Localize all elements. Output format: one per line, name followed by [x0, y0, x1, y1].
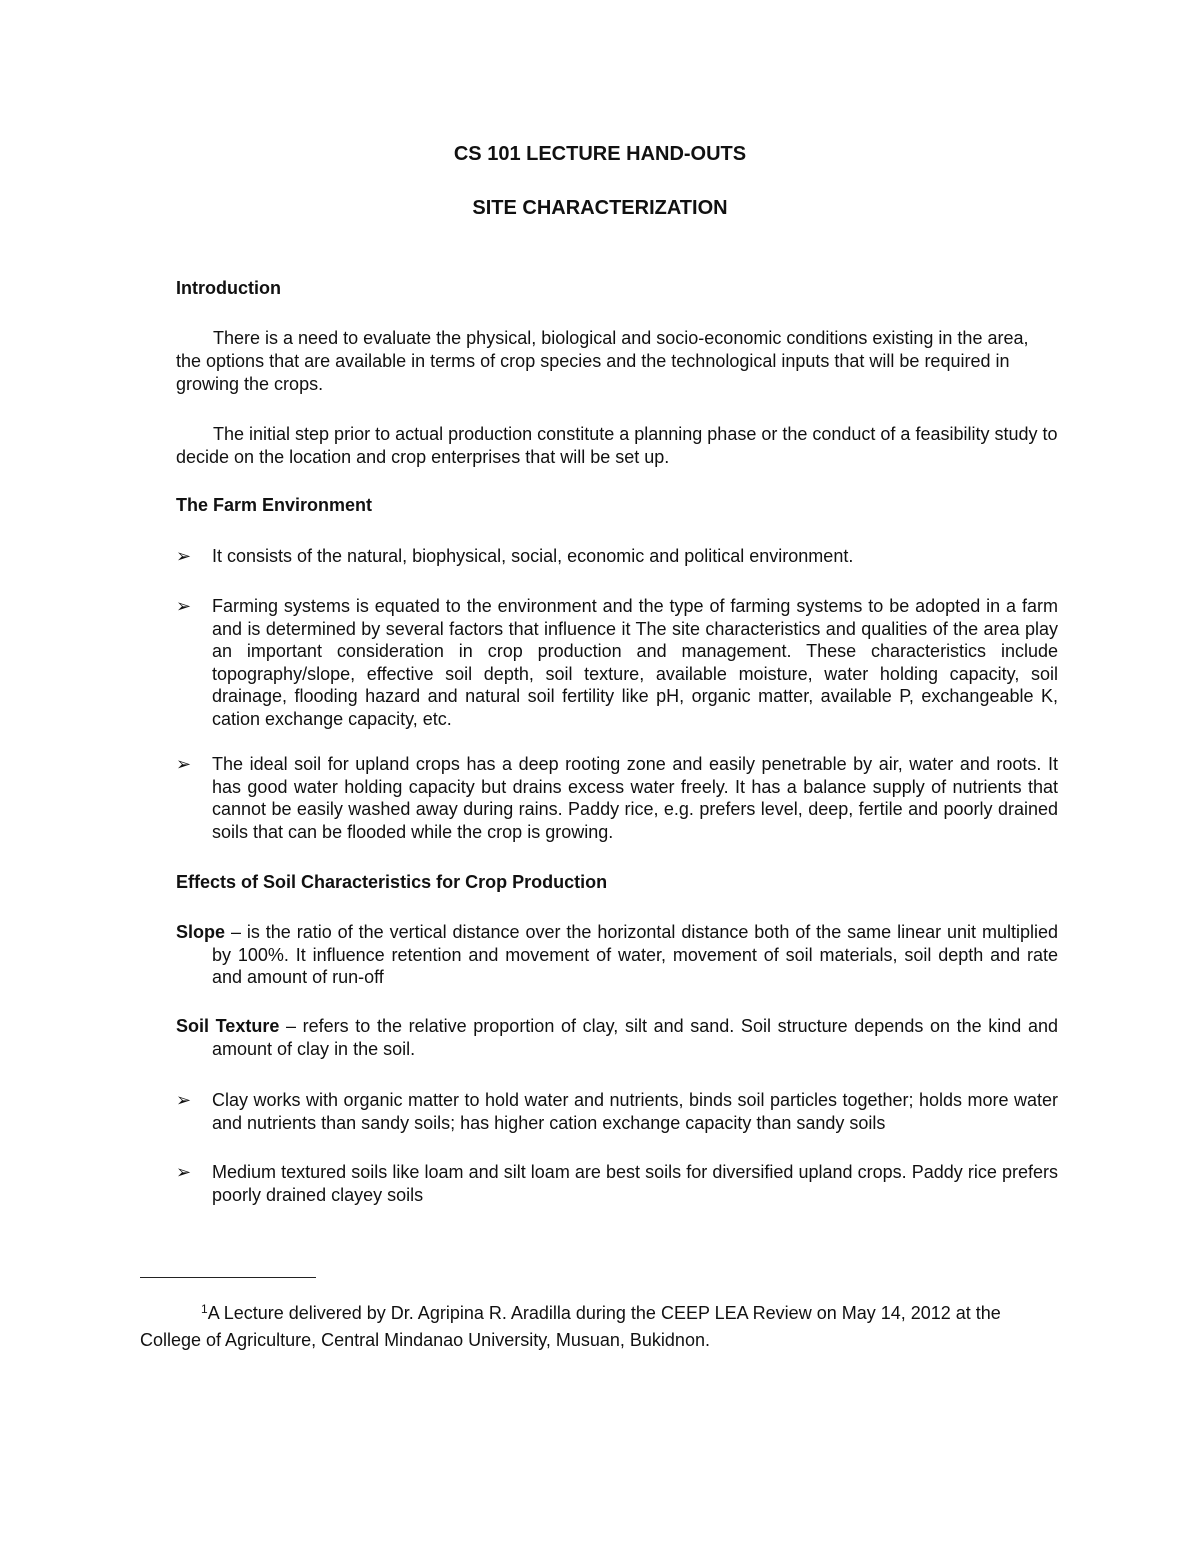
- slope-definition: [176, 921, 1058, 989]
- bullet-text: The ideal soil for upland crops has a deep rooting zone and easily penetrable by air, water and roots. It has good water holding capacity but drains excess water freely. It has a balance supply of nutrients that cannot be easily washed away during rains. Paddy rice, e.g. prefers level, deep, fertile and poorly drained soils that can be flooded while the crop is growing.: [212, 754, 1058, 842]
- farm-bullet-3: [176, 753, 1058, 843]
- introduction-heading: Introduction: [176, 278, 281, 298]
- bullet-text: It consists of the natural, biophysical, social, economic and political environment.: [212, 546, 854, 566]
- document-subtitle: SITE CHARACTERIZATION: [472, 197, 728, 219]
- bullet-text: Clay works with organic matter to hold water and nutrients, binds soil particles together; holds more water and nutrients than sandy soils; has higher cation exchange capacity than sandy soils: [212, 1090, 1058, 1133]
- soil-bullet-1: [176, 1089, 1058, 1134]
- slope-term: Slope: [176, 922, 226, 942]
- arrow-bullet-icon: ➢: [176, 546, 192, 566]
- intro-paragraph-2: The initial step prior to actual production constitute a planning phase or the conduct of a feasibility study to decide on the location and crop enterprises that will be set up.: [176, 424, 1058, 467]
- footnote: [140, 1300, 1060, 1354]
- intro-paragraph-1: There is a need to evaluate the physical, biological and socio-economic conditions existing in the area, the options that are available in terms of crop species and the technological inputs that will be required in growing the crops.: [176, 328, 1029, 394]
- soil-texture-definition: [176, 1015, 1058, 1060]
- footnote-marker: 1: [201, 1302, 208, 1316]
- farm-bullet-2: [176, 595, 1058, 730]
- arrow-bullet-icon: ➢: [176, 1090, 192, 1110]
- footnote-text: A Lecture delivered by Dr. Agripina R. Aradilla during the CEEP LEA Review on May 14, 2012 at the College of Agriculture, Central Mindanao University, Musuan, Bukidnon.: [140, 1303, 1001, 1350]
- bullet-text: Medium textured soils like loam and silt loam are best soils for diversified upland crops. Paddy rice prefers poorly drained clayey soils: [212, 1162, 1058, 1205]
- soil-texture-term: Soil Texture: [176, 1016, 280, 1036]
- arrow-bullet-icon: ➢: [176, 596, 192, 616]
- arrow-bullet-icon: ➢: [176, 754, 192, 774]
- footnote-separator: [140, 1277, 316, 1278]
- bullet-text: Farming systems is equated to the environment and the type of farming systems to be adopted in a farm and is determined by several factors that influence it The site characteristics and qualities of the area play an important consideration in crop production and management. These characteristics include topography/slope, effective soil depth, soil texture, available moisture, water holding capacity, soil drainage, flooding hazard and natural soil fertility like pH, organic matter, available P, exchangeable K, cation exchange capacity, etc.: [212, 596, 1058, 729]
- arrow-bullet-icon: ➢: [176, 1162, 192, 1182]
- soil-texture-text: – refers to the relative proportion of clay, silt and sand. Soil structure depends on the kind and amount of clay in the soil.: [212, 1016, 1058, 1059]
- soil-bullet-2: [176, 1161, 1058, 1206]
- slope-text: – is the ratio of the vertical distance over the horizontal distance both of the same linear unit multiplied by 100%. It influence retention and movement of water, movement of soil materials, soil depth and rate and amount of run-off: [212, 922, 1058, 987]
- farm-environment-heading: The Farm Environment: [176, 495, 373, 515]
- document-title: CS 101 LECTURE HAND-OUTS: [453, 143, 747, 165]
- farm-bullet-1: [176, 545, 1058, 568]
- soil-effects-heading: Effects of Soil Characteristics for Crop Production: [176, 872, 608, 892]
